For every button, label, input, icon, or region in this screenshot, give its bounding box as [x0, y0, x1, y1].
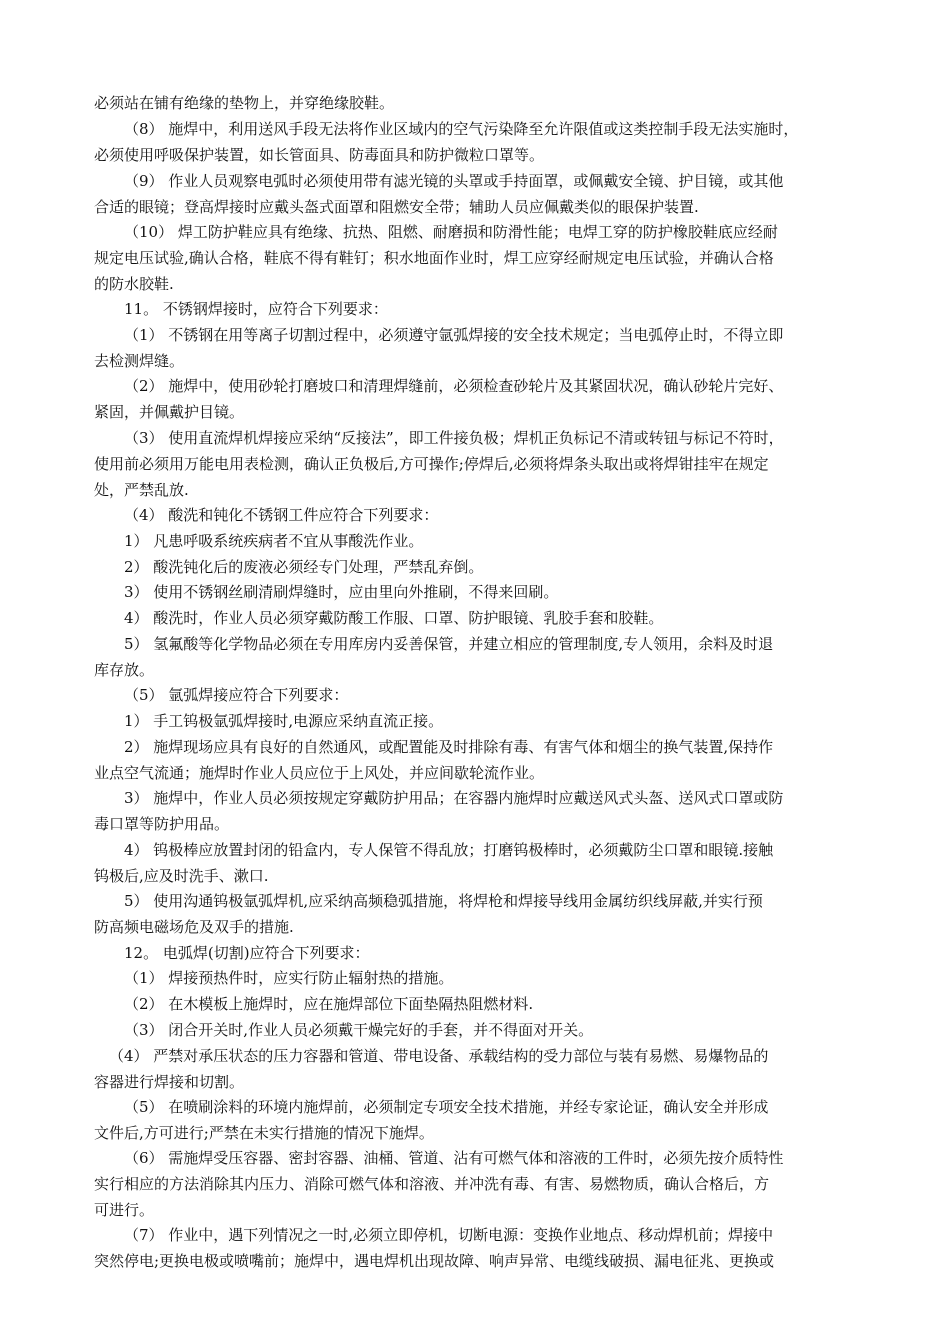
text-line: 文件后,方可进行;严禁在未实行措施的情况下施焊。	[94, 1123, 434, 1142]
text-line: 1） 手工钨极氩弧焊接时,电源应采纳直流正接。	[124, 712, 444, 730]
paragraph	[94, 838, 859, 890]
text-line: 规定电压试验,确认合格，鞋底不得有鞋钉；积水地面作业时，焊工应穿经耐规定电压试验，并确认合格	[94, 248, 774, 267]
text-line: 钨极后,应及时洗手、漱口.	[94, 866, 269, 885]
paragraph	[94, 529, 859, 555]
text-line: （4） 酸洗和钝化不锈钢工件应符合下列要求：	[124, 506, 439, 524]
text-line: 3） 使用不锈钢丝刷清刷焊缝时，应由里向外推刷，不得来回刷。	[124, 583, 559, 601]
text-line: 去检测焊缝。	[94, 351, 185, 370]
text-line: （1） 焊接预热件时，应实行防止辐射热的措施。	[124, 969, 454, 987]
text-line: 5） 使用沟通钨极氩弧焊机,应采纳高频稳弧措施，将焊枪和焊接导线用金属纺织线屏蔽,并实行预	[124, 892, 763, 910]
text-line: （10） 焊工防护鞋应具有绝缘、抗热、阻燃、耐磨损和防滑性能；电焊工穿的防护橡胶鞋底应经耐	[124, 223, 778, 241]
paragraph	[94, 580, 859, 606]
text-line: 11。 不锈钢焊接时，应符合下列要求：	[124, 300, 388, 318]
text-line: 容器进行焊接和切割。	[94, 1072, 245, 1091]
text-line: （6） 需施焊受压容器、密封容器、油桶、管道、沾有可燃气体和溶液的工件时，必须先按介质特性	[124, 1149, 784, 1167]
text-line: 处，严禁乱放.	[94, 480, 189, 499]
paragraph	[94, 606, 859, 632]
text-line: 可进行。	[94, 1200, 155, 1219]
text-line: 毒口罩等防护用品。	[94, 814, 230, 833]
paragraph	[94, 220, 859, 297]
text-line: （3） 使用直流焊机焊接应采纳“反接法”，即工件接负极；焊机正负标记不清或转钮与标记不符时，	[124, 429, 784, 447]
text-line: 使用前必须用万能电用表检测，确认正负极后,方可操作;停焊后,必须将焊条头取出或将焊钳挂牢在规定	[94, 454, 769, 473]
text-line: 4） 酸洗时，作业人员必须穿戴防酸工作服、口罩、防护眼镜、乳胶手套和胶鞋。	[124, 609, 664, 627]
text-line: 1） 凡患呼吸系统疾病者不宜从事酸洗作业。	[124, 532, 424, 550]
text-line: （4） 严禁对承压状态的压力容器和管道、带电设备、承载结构的受力部位与装有易燃、易爆物品的	[109, 1047, 769, 1065]
text-line: 必须使用呼吸保护装置，如长管面具、防毒面具和防护微粒口罩等。	[94, 145, 545, 164]
paragraph	[94, 169, 859, 221]
text-line: （5） 氩弧焊接应符合下列要求：	[124, 686, 349, 704]
paragraph	[94, 683, 859, 709]
paragraph	[94, 1095, 859, 1147]
text-line: （2） 施焊中，使用砂轮打磨坡口和清理焊缝前，必须检查砂轮片及其紧固状况，确认砂轮片完好、	[124, 377, 784, 395]
paragraph	[94, 735, 859, 787]
paragraph	[94, 297, 859, 323]
paragraph	[94, 1018, 859, 1044]
paragraph	[94, 555, 859, 581]
text-line: （2） 在木模板上施焊时，应在施焊部位下面垫隔热阻燃材料.	[124, 995, 534, 1013]
text-line: （8） 施焊中，利用送风手段无法将作业区域内的空气污染降至允许限值或这类控制手段无法实施时，	[124, 120, 799, 138]
text-line: 2） 酸洗钝化后的废液必须经专门处理，严禁乱弃倒。	[124, 558, 484, 576]
text-line: 紧固，并佩戴护目镜。	[94, 402, 245, 421]
text-line: 实行相应的方法消除其内压力、消除可燃气体和溶液、并冲洗有毒、有害、易燃物质，确认合格后，方	[94, 1174, 770, 1193]
text-line: 的防水胶鞋.	[94, 274, 174, 293]
paragraph	[94, 786, 859, 838]
paragraph	[94, 889, 859, 941]
paragraph	[94, 117, 859, 169]
text-line: 12。 电弧焊(切割)应符合下列要求：	[124, 944, 370, 962]
paragraph	[94, 503, 859, 529]
paragraph	[94, 323, 859, 375]
text-line: 突然停电;更换电极或喷嘴前；施焊中，遇电焊机出现故障、响声异常、电缆线破损、漏电征兆、更换或	[94, 1251, 775, 1270]
paragraph	[94, 992, 859, 1018]
paragraph	[94, 709, 859, 735]
paragraph	[94, 941, 859, 967]
text-line: 合适的眼镜；登高焊接时应戴头盔式面罩和阻燃安全带；辅助人员应佩戴类似的眼保护装置.	[94, 197, 699, 216]
text-line: （1） 不锈钢在用等离子切割过程中，必须遵守氩弧焊接的安全技术规定；当电弧停止时，不得立即	[124, 326, 784, 344]
paragraph	[94, 966, 859, 992]
text-line: （5） 在喷刷涂料的环境内施焊前，必须制定专项安全技术措施，并经专家论证，确认安全并形成	[124, 1098, 769, 1116]
text-line: 4） 钨极棒应放置封闭的铅盒内，专人保管不得乱放；打磨钨极棒时，必须戴防尘口罩和眼镜.接触	[124, 841, 774, 859]
text-line: 5） 氢氟酸等化学物品必须在专用库房内妥善保管，并建立相应的管理制度,专人领用，余料及时退	[124, 635, 774, 653]
paragraph	[94, 1044, 859, 1096]
text-line: 业点空气流通；施焊时作业人员应位于上风处，并应间歇轮流作业。	[94, 763, 545, 782]
paragraph	[94, 91, 859, 117]
text-line: 3） 施焊中，作业人员必须按规定穿戴防护用品；在容器内施焊时应戴送风式头盔、送风式口罩或防	[124, 789, 784, 807]
paragraph	[94, 632, 859, 684]
text-line: 防高频电磁场危及双手的措施.	[94, 917, 294, 936]
paragraph	[94, 1146, 859, 1223]
text-line: （3） 闭合开关时,作业人员必须戴干燥完好的手套，并不得面对开关。	[124, 1021, 594, 1039]
paragraph	[94, 1223, 859, 1275]
paragraph	[94, 426, 859, 503]
text-line: 2） 施焊现场应具有良好的自然通风，或配置能及时排除有毒、有害气体和烟尘的换气装置,保持作	[124, 738, 774, 756]
paragraph	[94, 374, 859, 426]
text-line: 必须站在铺有绝缘的垫物上，并穿绝缘胶鞋。	[94, 94, 395, 112]
text-line: （9） 作业人员观察电弧时必须使用带有滤光镜的头罩或手持面罩，或佩戴安全镜、护目镜，或其他	[124, 172, 784, 190]
text-line: （7） 作业中，遇下列情况之一时,必须立即停机，切断电源：变换作业地点、移动焊机前；焊接中	[124, 1226, 774, 1244]
text-line: 库存放。	[94, 660, 155, 679]
